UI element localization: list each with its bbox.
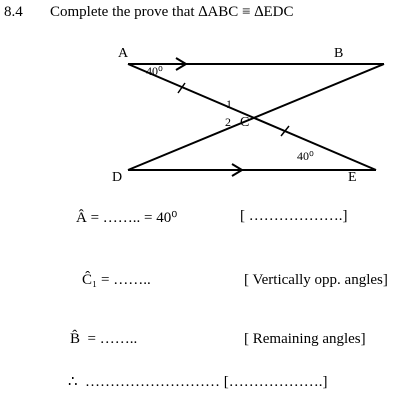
angle-label-a: 40⁰ — [146, 64, 163, 78]
point-label-a: A — [118, 46, 129, 61]
proof-reason-3: [ Remaining angles] — [244, 331, 366, 347]
proof-reason-1: [ ……………….] — [240, 208, 348, 224]
proof-statement-2: Ĉ₁ = …….. — [82, 272, 151, 288]
point-label-c: C — [240, 115, 250, 130]
proof-statement-3: B̂ = …….. — [70, 331, 138, 347]
point-label-b: B — [334, 46, 344, 61]
point-label-d: D — [112, 170, 123, 185]
question-number: 8.4 — [4, 4, 23, 20]
point-label-e: E — [348, 170, 357, 185]
angle-label-2: 2 — [225, 115, 231, 129]
proof-statement-1: Â = …….. = 40⁰ — [76, 210, 178, 226]
question-text: Complete the prove that ∆ABC ≡ ∆EDC — [50, 4, 294, 20]
tick-mark-ce — [281, 126, 289, 136]
proof-reason-2: [ Vertically opp. angles] — [244, 272, 388, 288]
angle-label-e: 40⁰ — [297, 149, 314, 163]
angle-label-1: 1 — [226, 97, 232, 111]
proof-conclusion: ∴ ……………………… [……………….] — [68, 374, 328, 390]
